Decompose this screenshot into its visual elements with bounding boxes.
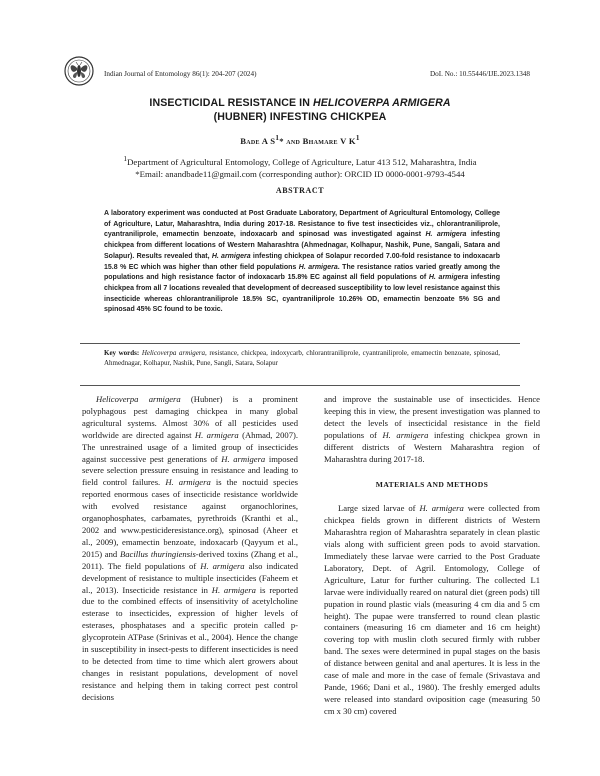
keywords-block bbox=[104, 348, 500, 368]
species-name: Helicoverpa armigera bbox=[96, 394, 181, 404]
affiliation-line: Department of Agricultural Entomology, College of Agriculture, Latur 413 512, Maharashtra, India bbox=[127, 156, 477, 167]
abstract-segment: infesting chickpea from different locations of Western Maharashtra (Ahmednagar, Kolhapur, Nashik, Pune, Sangali, Satara and Solapur). Results revealed that, bbox=[104, 231, 500, 260]
species-name: H. armigera bbox=[194, 429, 239, 440]
text-segment: Large sized larvae of bbox=[338, 503, 420, 514]
section-heading: MATERIALS AND METHODS bbox=[375, 480, 489, 490]
keywords-species: Helicoverpa armigera bbox=[141, 349, 206, 357]
author-2-affiliation: 1 bbox=[355, 134, 360, 142]
journal-citation: Indian Journal of Entomology 86(1): 204-207 (2024) bbox=[104, 70, 257, 78]
abstract-species: H. armigera bbox=[428, 274, 469, 282]
text-segment: were collected from chickpea fields grown in different districts of Western Maharashtra region of Maharashtra separately in clean plastic vials along with sufficient green pods to avoid starvation. Immediately these larvae were carried to the Post Graduate Laboratory, Dept. of Agril. Entomology, College of Agriculture, Latur for further culturing. The collected L1 larvae were individually reared on natural diet (green pods) till pupation in round plastic vials (measuring 4 cm dia and 5 cm height). The pupae were transferred to round clean plastic containers (measuring 16 cm diameter and 16 cm height) covering top with muslin cloth secured firmly with rubber band. The sexes were determined in pupal stages on the basis of distance between genital and anal apertures. It is less in the case of male and more in the case of female (Srivastava and Pande, 1966; Dani et al., 1980). The freshly emerged adults were released into standard oviposition cage (measuring 50 cm x 30 cm) covered bbox=[324, 503, 540, 716]
text-segment: infesting chickpea grown in different districts of Western Maharashtra region of Maharashtra during 2017-18. bbox=[324, 429, 540, 464]
species-name: H. armigera bbox=[165, 477, 211, 488]
affiliation-number: 1 bbox=[123, 154, 128, 163]
abstract-species: H. armigera bbox=[298, 263, 338, 271]
title-part-1: INSECTICIDAL RESISTANCE IN bbox=[149, 97, 313, 109]
author-list bbox=[0, 134, 600, 146]
keywords-label: Key words: bbox=[104, 349, 140, 357]
abstract-species: H. armigera bbox=[425, 231, 467, 239]
species-name: H. armigera bbox=[211, 584, 256, 595]
abstract-segment: . The resistance ratios varied greatly among the populations and high resistance factor of indoxacarb 15.8% EC against all field populations of bbox=[104, 263, 500, 282]
body-column-left bbox=[82, 394, 298, 704]
text-segment: is reported due to the combined effects of insensitivity of acetylcholine esterase to insecticides, expression of higher levels of esterases, phosphatases and a specific protein called p-glycoprotein ATPase (Srinivas et al., 2004). Hence the change in susceptibility in insect-pests to different insecticides is need to be detected from time to time which alert growers about changes in resistant populations, development of novel resistance and helping them in taking correct pest control decisions bbox=[82, 584, 298, 702]
title-part-2: (HUBNER) INFESTING CHICKPEA bbox=[213, 111, 387, 123]
abstract-segment: A laboratory experiment was conducted at Post Graduate Laboratory, Department of Agricultural Entomology, College of Agriculture, Latur, Maharashtra, India during 2017-18. Resistance to five test insecticides viz., chlorantraniliprole, cyantraniliprole, emamectin benzoate, indoxacarb and spinosad was investigated against bbox=[104, 210, 500, 239]
author-2: Bhamare V K bbox=[302, 135, 356, 146]
keywords-top-rule bbox=[80, 343, 520, 344]
text-segment: imposed severe selection pressure ensuing in resistance and leading to field control failures. bbox=[82, 453, 298, 488]
text-segment: -derived toxins (Zhang et al., 2011). The field populations of bbox=[82, 548, 298, 571]
intro-paragraph bbox=[82, 394, 298, 704]
affiliation-block bbox=[0, 153, 600, 181]
abstract-heading: ABSTRACT bbox=[275, 186, 325, 195]
species-name: H. armigera bbox=[382, 429, 429, 440]
abstract-species: H. armigera bbox=[211, 252, 251, 260]
keywords-list: , resistance, chickpea, indoxycarb, chlorantraniliprole, cyantraniliprole, emamectin benzoate, spinosad, Ahmednagar, Kolhapur, Nashik, Pune, Sangli, Satara, Solapur bbox=[104, 349, 500, 368]
species-name: H. armigera bbox=[221, 453, 266, 464]
journal-logo-icon bbox=[64, 56, 94, 86]
abstract-text bbox=[104, 209, 500, 316]
text-segment: (Ahmad, 2007). The unrestrained usage of a limited group of insecticides against successive pest generations of bbox=[82, 429, 298, 464]
body-column-right bbox=[324, 394, 540, 718]
intro-continuation bbox=[324, 394, 540, 465]
text-segment: also indicated development of resistance to multiple insecticides (Faheem et al., 2013). Insecticide resistance in bbox=[82, 560, 298, 595]
corresponding-mark: * bbox=[279, 135, 284, 146]
species-name: H. armigera bbox=[200, 560, 245, 571]
keywords-bottom-rule bbox=[80, 385, 520, 386]
abstract-segment: infesting chickpea of Solapur recorded 7.00-fold resistance to indoxacarb 15.8 % EC which was higher than other field populations bbox=[104, 252, 500, 271]
author-separator: and bbox=[283, 135, 303, 146]
species-name: Bacillus thuringiensis bbox=[119, 548, 196, 559]
email-orcid-line: *Email: anandbade11@gmail.com (corresponding author): ORCID ID 0000-0001-9793-4544 bbox=[135, 169, 465, 180]
text-segment: is the noctuid species reported enormous cases of insecticide resistance worldwide with evolved resistance against organochlorines, organophosphates, carbamates, pyrethroids (Kranthi et al., 2002 and www.pesticideresistance.org), spinosad (Aheer et al., 2009), emamectin benzoate, indoxacarb (Qayyum et al., 2015) and bbox=[82, 477, 298, 559]
paper-title bbox=[0, 96, 600, 124]
author-1: Bade A S bbox=[240, 135, 276, 146]
methods-paragraph bbox=[324, 503, 540, 717]
text-segment: (Hubner) is a prominent polyphagous pest damaging chickpea in many global agricultural systems. Almost 30% of all pesticides used worldwide are directed against bbox=[82, 394, 298, 440]
doi-number: DoI. No.: 10.55446/IJE.2023.1348 bbox=[429, 70, 530, 78]
author-1-affiliation: 1 bbox=[275, 134, 280, 142]
species-name: H. armigera bbox=[419, 503, 464, 514]
abstract-segment: infesting chickpea from all 7 locations revealed that development of decreased susceptibility to low level resistance against this insecticide whereas chlorantraniliprole 18.5% SC, cyantraniliprole 10.26% OD, emamectin benzoate 5% SG and spinosad 45% SC found to be toxic. bbox=[104, 274, 500, 314]
text-segment: and improve the sustainable use of insecticides. Hence keeping this in view, the present investigation was planned to detect the levels of insecticidal resistance in the field populations of bbox=[324, 394, 540, 440]
title-species: HELICOVERPA ARMIGERA bbox=[313, 97, 451, 109]
